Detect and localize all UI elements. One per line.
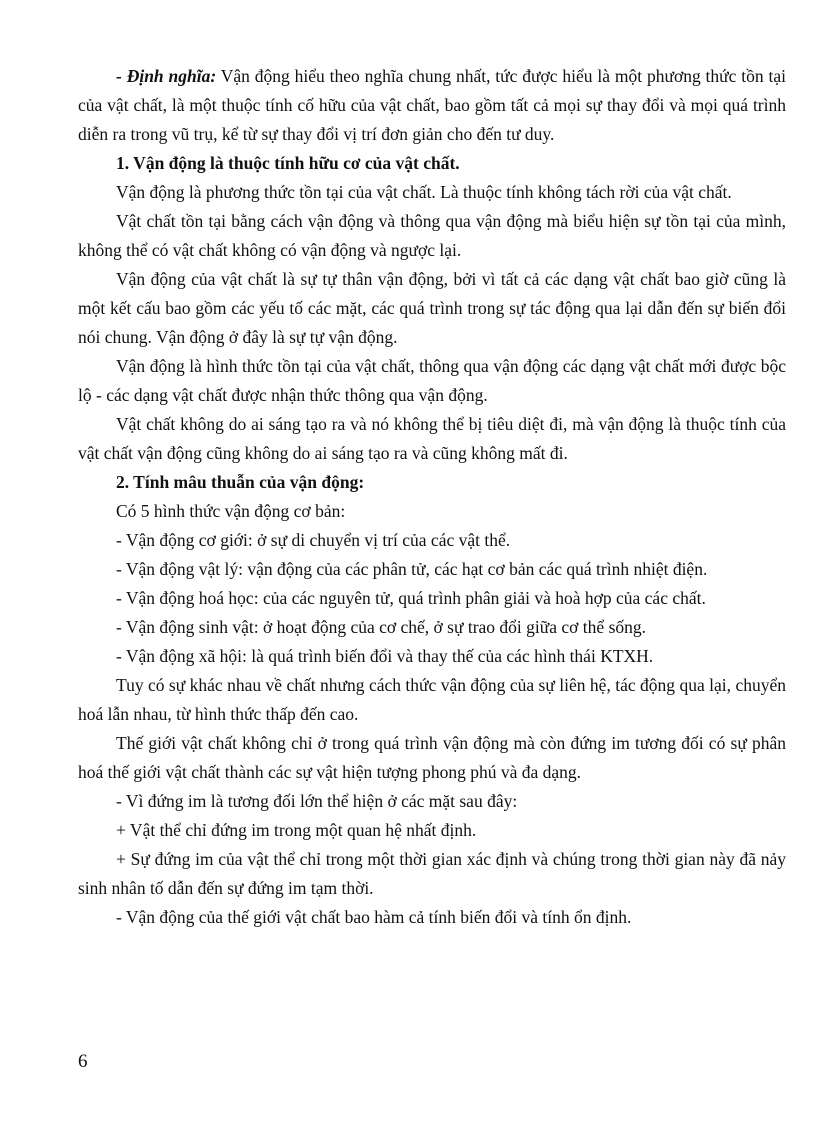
paragraph: Có 5 hình thức vận động cơ bản: bbox=[116, 501, 346, 521]
section-2-heading: 2. Tính mâu thuẫn của vận động: bbox=[116, 472, 365, 492]
page-number: 6 bbox=[78, 1051, 88, 1072]
paragraph: Vật chất không do ai sáng tạo ra và nó không thể bị tiêu diệt đi, mà vận động là thuộc tính của vật chất vận động cũng không do ai sáng tạo ra và cũng không mất đi. bbox=[78, 414, 786, 463]
list-item: - Vận động sinh vật: ở hoạt động của cơ chế, ở sự trao đổi giữa cơ thể sống. bbox=[116, 617, 646, 637]
list-item: + Vật thể chỉ đứng im trong một quan hệ nhất định. bbox=[116, 820, 477, 840]
page-content bbox=[78, 62, 786, 932]
list-item: - Vận động cơ giới: ở sự di chuyển vị trí của các vật thể. bbox=[116, 530, 511, 550]
list-item: - Vận động vật lý: vận động của các phân tử, các hạt cơ bản các quá trình nhiệt điện. bbox=[116, 559, 708, 579]
paragraph: Tuy có sự khác nhau về chất nhưng cách thức vận động của sự liên hệ, tác động qua lại, chuyển hoá lẫn nhau, từ hình thức thấp đến cao. bbox=[78, 675, 786, 724]
section-1-heading: 1. Vận động là thuộc tính hữu cơ của vật chất. bbox=[116, 153, 460, 173]
list-item: - Vận động xã hội: là quá trình biến đổi và thay thế của các hình thái KTXH. bbox=[116, 646, 654, 666]
list-item: - Vận động hoá học: của các nguyên tử, quá trình phân giải và hoà hợp của các chất. bbox=[116, 588, 706, 608]
paragraph: Vận động là phương thức tồn tại của vật chất. Là thuộc tính không tách rời của vật chất. bbox=[116, 182, 732, 202]
definition-paragraph bbox=[78, 62, 786, 149]
definition-label: - Định nghĩa: bbox=[116, 66, 217, 86]
list-item: + Sự đứng im của vật thể chỉ trong một thời gian xác định và chúng trong thời gian này đã nảy sinh nhân tố dẫn đến sự đứng im tạm thời. bbox=[78, 849, 786, 898]
list-item: - Vận động của thế giới vật chất bao hàm cả tính biến đổi và tính ổn định. bbox=[116, 907, 632, 927]
definition-text: Vận động hiểu theo nghĩa chung nhất, tức được hiểu là một phương thức tồn tại của vật chất, là một thuộc tính cố hữu của vật chất, bao gồm tất cả mọi sự thay đổi và mọi quá trình diễn ra trong vũ trụ, kể từ sự thay đổi vị trí đơn giản cho đến tư duy. bbox=[78, 66, 786, 144]
list-item: - Vì đứng im là tương đối lớn thể hiện ở các mặt sau đây: bbox=[116, 791, 518, 811]
paragraph: Vật chất tồn tại bằng cách vận động và thông qua vận động mà biểu hiện sự tồn tại của mình, không thể có vật chất không có vận động và ngược lại. bbox=[78, 211, 786, 260]
paragraph: Vận động là hình thức tồn tại của vật chất, thông qua vận động các dạng vật chất mới được bộc lộ - các dạng vật chất được nhận thức thông qua vận động. bbox=[78, 356, 786, 405]
paragraph: Vận động của vật chất là sự tự thân vận động, bởi vì tất cả các dạng vật chất bao giờ cũng là một kết cấu bao gồm các yếu tố các mặt, các quá trình trong sự tác động qua lại dẫn đến sự biến đổi nói chung. Vận động ở đây là sự tự vận động. bbox=[78, 269, 786, 347]
paragraph: Thế giới vật chất không chỉ ở trong quá trình vận động mà còn đứng im tương đối có sự phân hoá thế giới vật chất thành các sự vật hiện tượng phong phú và đa dạng. bbox=[78, 733, 786, 782]
